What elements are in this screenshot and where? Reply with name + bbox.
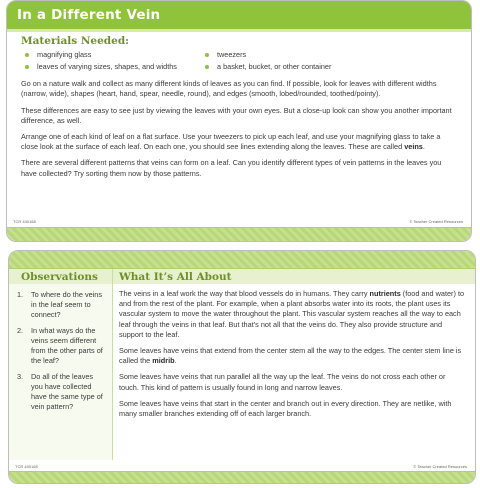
- list-item: magnifying glass: [21, 49, 201, 61]
- decorative-stripe: [9, 251, 475, 269]
- bullet-icon: [205, 65, 209, 69]
- card-title: In a Different Vein: [17, 7, 161, 23]
- footer-publisher: © Teacher Created Resources: [413, 464, 467, 469]
- list-item: 1. To where do the veins in the leaf seem to connect?: [17, 290, 102, 319]
- paragraph-netlike: Some leaves have veins that start in the center and branch out in every direction. They are netlike, with many smaller branches extending off of each larger branch.: [119, 398, 452, 419]
- title-bar: [7, 1, 471, 32]
- materials-column-2: [201, 49, 331, 73]
- list-item: leaves of varying sizes, shapes, and widths: [21, 61, 201, 73]
- materials-heading: Materials Needed:: [21, 35, 130, 47]
- front-body: [7, 32, 471, 179]
- decorative-stripe: [7, 227, 471, 241]
- paragraph-patterns: There are several different patterns that veins can form on a leaf. Can you identify different types of vein patterns in the leaves you have collected? Try sorting them now by those patterns.: [21, 158, 442, 178]
- front-card: [6, 0, 472, 242]
- about-body: [113, 284, 475, 419]
- list-item: a basket, bucket, or other container: [201, 61, 331, 73]
- observations-list: [9, 284, 112, 412]
- paragraph-nature-walk: Go on a nature walk and collect as many different kinds of leaves as you can find. If possible, look for leaves with different widths (narrow, wide), shapes (heart, hand, spear, needle, round), and edges (smooth, lobed/rounded, toothed/pointy).: [21, 79, 437, 99]
- about-column: [113, 269, 475, 460]
- materials-list: [21, 49, 459, 73]
- observations-heading: Observations: [21, 270, 98, 283]
- paragraph-nutrients: The veins in a leaf work the way that blood vessels do in humans. They carry nutrients (food and water) to and from the rest of the plant. For example, when a plant absorbs water into its roots, the plant uses its vascular system to move the water throughout the plant. This vascular system reaches all the way to each leaf through the veins in that leaf. But that’s not all that the veins do. They also provide structure and support to the leaf.: [119, 289, 465, 339]
- footer-publisher: © Teacher Created Resources: [409, 219, 463, 224]
- paragraph-midrib: Some leaves have veins that extend from the center stem all the way to the edges. The center stem line is called the midrib.: [119, 346, 462, 366]
- footer-code: TCR 430168: [13, 219, 36, 224]
- paragraph-differences: These differences are easy to see just by viewing the leaves with your own eyes. But a close-up look can show you another important difference, as well.: [21, 105, 452, 125]
- back-card: [8, 250, 476, 484]
- paragraph-arrange: Arrange one of each kind of leaf on a flat surface. Use your tweezers to pick up each leaf, and use your magnifying glass to take a close look at the surface of each leaf. On each one, you should see lines extending along the leaves. These are called veins.: [21, 132, 441, 152]
- bullet-icon: [25, 65, 29, 69]
- list-item: tweezers: [201, 49, 331, 61]
- about-header: [113, 269, 475, 284]
- bullet-icon: [25, 53, 29, 57]
- nutrients-term: nutrients: [369, 289, 401, 298]
- materials-column-1: [21, 49, 201, 73]
- bullet-icon: [205, 53, 209, 57]
- about-heading: What It’s All About: [119, 270, 232, 283]
- footer-code: TCR 430168: [15, 464, 38, 469]
- paragraph-parallel: Some leaves have veins that run parallel all the way up the leaf. The veins do not cross each other or touch. This kind of pattern is usually found in long and narrow leaves.: [119, 372, 446, 392]
- observations-header: [9, 269, 112, 284]
- observations-column: [9, 269, 113, 460]
- decorative-stripe: [9, 471, 475, 483]
- back-columns: [9, 269, 475, 460]
- list-item: 3. Do all of the leaves you have collected have the same type of vein pattern?: [17, 372, 103, 411]
- list-item: 2. In what ways do the veins seem different from the other parts of the leaf?: [17, 326, 103, 365]
- veins-term: veins: [404, 142, 423, 152]
- midrib-term: midrib: [152, 356, 175, 366]
